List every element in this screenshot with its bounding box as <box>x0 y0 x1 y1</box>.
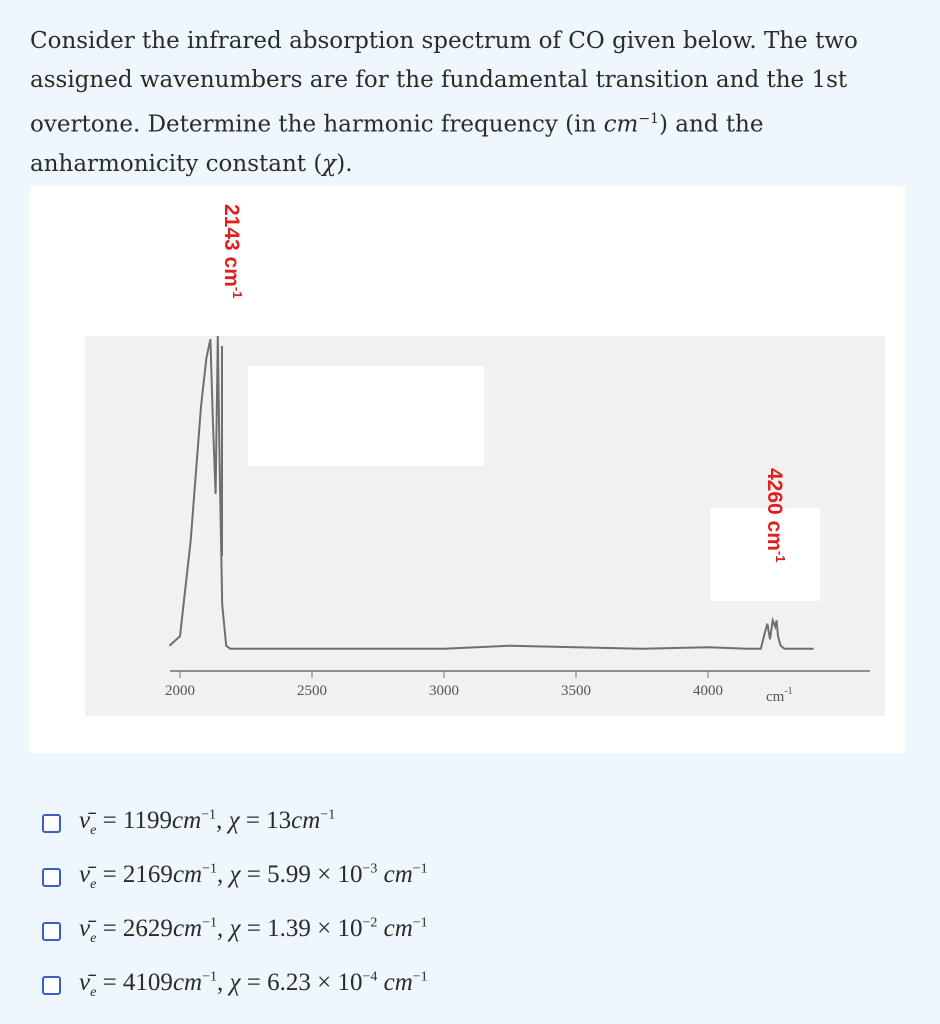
white-patch <box>248 366 484 466</box>
option-1-label: $\nū_e = 1199cm^{-1}$, $\chi = 13cm^{-1}$ <box>79 807 336 838</box>
question-line-3: overtone. Determine the harmonic frequency (in $cm^{-1}$) and the <box>30 111 764 138</box>
option-4-label: $\nū_e = 4109cm^{-1}$, $\chi = 6.23 \times 10^{-4}$ $cm^{-1}$ <box>79 969 428 1000</box>
x-tick-label-3000: 3000 <box>429 683 459 699</box>
x-tick-label-2000: 2000 <box>165 683 195 699</box>
option-1-checkbox[interactable] <box>42 814 61 833</box>
fundamental-peak-label: 2143 $cm^{-1}$ <box>220 204 245 299</box>
answer-options <box>42 796 742 1012</box>
option-2-checkbox[interactable] <box>42 868 61 887</box>
option-3-checkbox[interactable] <box>42 922 61 941</box>
question-text <box>30 22 890 184</box>
x-tick-label-2500: 2500 <box>297 683 327 699</box>
option-1[interactable] <box>42 796 742 850</box>
x-tick-label-4000: 4000 <box>693 683 723 699</box>
option-3-label: $\nū_e = 2629cm^{-1}$, $\chi = 1.39 \times 10^{-2}$ $cm^{-1}$ <box>79 915 428 946</box>
x-axis-unit: $cm^{-1}$ <box>766 686 793 705</box>
ir-spectrum-chart <box>30 186 905 753</box>
option-4-checkbox[interactable] <box>42 976 61 995</box>
question-line-1: Consider the infrared absorption spectrum of CO given below. The two <box>30 28 858 54</box>
overtone-peak-label: 4260 $cm^{-1}$ <box>763 468 788 563</box>
option-3[interactable] <box>42 904 742 958</box>
option-2-label: $\nū_e = 2169cm^{-1}$, $\chi = 5.99 \times 10^{-3}$ $cm^{-1}$ <box>79 861 428 892</box>
spectrum-figure <box>30 186 905 753</box>
x-tick-label-3500: 3500 <box>561 683 591 699</box>
option-2[interactable] <box>42 850 742 904</box>
question-line-4: anharmonicity constant (χ). <box>30 150 353 177</box>
option-4[interactable] <box>42 958 742 1012</box>
question-line-2: assigned wavenumbers are for the fundamental transition and the 1st <box>30 67 848 93</box>
